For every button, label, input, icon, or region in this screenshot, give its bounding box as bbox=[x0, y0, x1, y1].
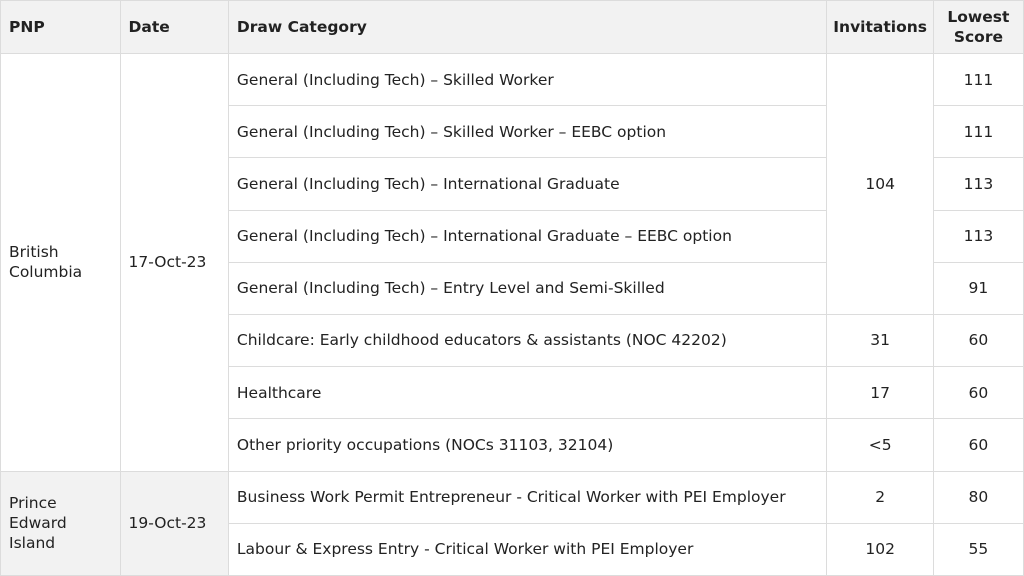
header-lowest-score: Lowest Score bbox=[933, 1, 1023, 54]
invitations-cell-general: 104 bbox=[827, 54, 933, 315]
score-cell: 113 bbox=[933, 210, 1023, 262]
invitations-cell: 31 bbox=[827, 314, 933, 366]
score-cell: 111 bbox=[933, 106, 1023, 158]
table-row bbox=[1, 54, 1024, 106]
category-cell: General (Including Tech) – Skilled Worker bbox=[228, 54, 827, 106]
category-cell: Childcare: Early childhood educators & assistants (NOC 42202) bbox=[228, 314, 827, 366]
invitations-cell: <5 bbox=[827, 419, 933, 471]
category-cell: Labour & Express Entry - Critical Worker with PEI Employer bbox=[228, 523, 827, 575]
header-row bbox=[1, 1, 1024, 54]
category-cell: General (Including Tech) – Skilled Worker – EEBC option bbox=[228, 106, 827, 158]
pnp-cell-british-columbia: British Columbia bbox=[1, 54, 121, 472]
invitations-cell: 2 bbox=[827, 471, 933, 523]
invitations-cell: 102 bbox=[827, 523, 933, 575]
date-cell-bc: 17-Oct-23 bbox=[120, 54, 228, 472]
header-draw-category: Draw Category bbox=[228, 1, 827, 54]
score-cell: 60 bbox=[933, 314, 1023, 366]
score-cell: 55 bbox=[933, 523, 1023, 575]
score-cell: 80 bbox=[933, 471, 1023, 523]
header-date: Date bbox=[120, 1, 228, 54]
score-cell: 60 bbox=[933, 419, 1023, 471]
category-cell: Business Work Permit Entrepreneur - Critical Worker with PEI Employer bbox=[228, 471, 827, 523]
header-invitations: Invitations bbox=[827, 1, 933, 54]
invitations-cell: 17 bbox=[827, 367, 933, 419]
score-cell: 60 bbox=[933, 367, 1023, 419]
table-row bbox=[1, 471, 1024, 523]
score-cell: 111 bbox=[933, 54, 1023, 106]
pnp-cell-prince-edward-island: Prince Edward Island bbox=[1, 471, 121, 576]
category-cell: Other priority occupations (NOCs 31103, 32104) bbox=[228, 419, 827, 471]
category-cell: General (Including Tech) – International Graduate – EEBC option bbox=[228, 210, 827, 262]
category-cell: Healthcare bbox=[228, 367, 827, 419]
date-cell-pei: 19-Oct-23 bbox=[120, 471, 228, 576]
category-cell: General (Including Tech) – International Graduate bbox=[228, 158, 827, 210]
score-cell: 91 bbox=[933, 262, 1023, 314]
score-cell: 113 bbox=[933, 158, 1023, 210]
category-cell: General (Including Tech) – Entry Level and Semi-Skilled bbox=[228, 262, 827, 314]
header-pnp: PNP bbox=[1, 1, 121, 54]
